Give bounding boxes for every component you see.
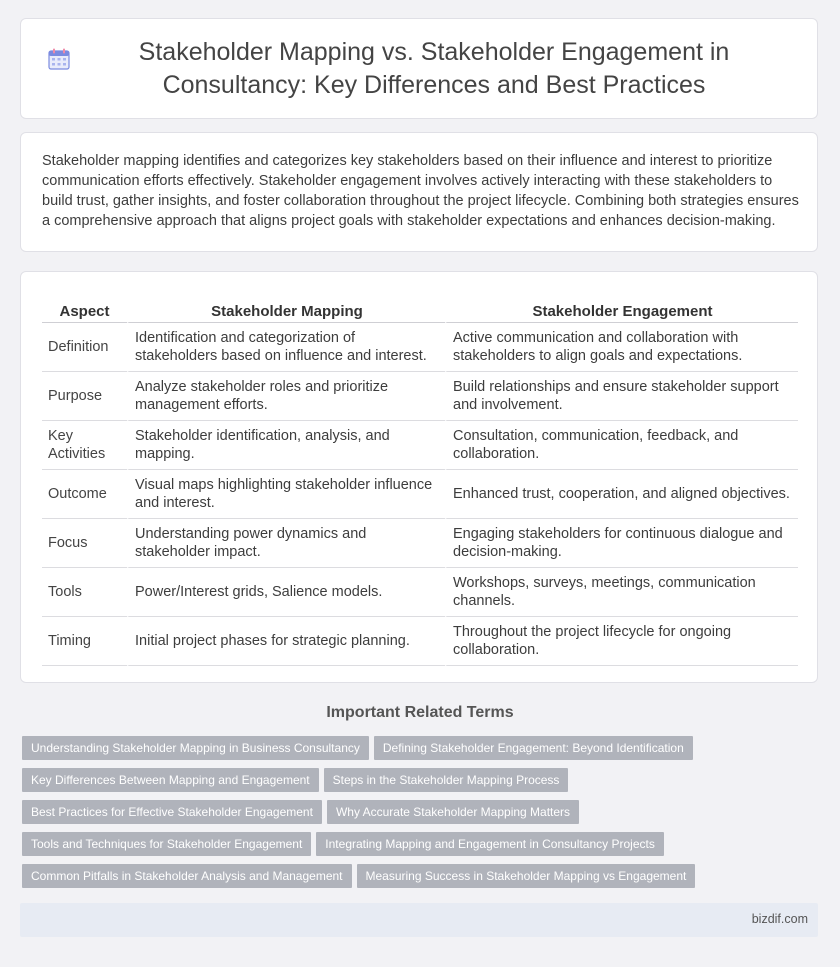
related-term-link[interactable]: Tools and Techniques for Stakeholder Engagement bbox=[22, 832, 311, 856]
tag-row bbox=[22, 832, 722, 864]
tag-row bbox=[22, 736, 722, 768]
header-stakeholder-engagement: Stakeholder Engagement bbox=[445, 293, 798, 323]
table-row bbox=[42, 568, 798, 617]
table-row bbox=[42, 617, 798, 666]
mapping-cell: Power/Interest grids, Salience models. bbox=[127, 568, 445, 617]
related-term-link[interactable]: Defining Stakeholder Engagement: Beyond Identification bbox=[374, 736, 693, 760]
header-aspect: Aspect bbox=[42, 293, 127, 323]
intro-card bbox=[20, 132, 818, 252]
table-row bbox=[42, 470, 798, 519]
table-header-row bbox=[42, 293, 798, 323]
related-terms-list bbox=[22, 736, 722, 896]
table-row bbox=[42, 372, 798, 421]
mapping-cell: Understanding power dynamics and stakeholder impact. bbox=[127, 519, 445, 568]
aspect-cell: Key Activities bbox=[42, 421, 127, 470]
footer-bar bbox=[20, 903, 818, 937]
comparison-table bbox=[42, 293, 798, 666]
page-title: Stakeholder Mapping vs. Stakeholder Engagement in Consultancy: Key Differences and Best Practices bbox=[138, 37, 730, 99]
tag-row bbox=[22, 800, 722, 832]
aspect-cell: Purpose bbox=[42, 372, 127, 421]
engagement-cell: Workshops, surveys, meetings, communication channels. bbox=[445, 568, 798, 617]
engagement-cell: Active communication and collaboration with stakeholders to align goals and expectations. bbox=[445, 323, 798, 372]
related-term-link[interactable]: Steps in the Stakeholder Mapping Process bbox=[324, 768, 569, 792]
footer-site-name: bizdif.com bbox=[751, 912, 808, 926]
related-term-link[interactable]: Integrating Mapping and Engagement in Consultancy Projects bbox=[316, 832, 664, 856]
tag-row bbox=[22, 768, 722, 800]
table-row bbox=[42, 421, 798, 470]
header-stakeholder-mapping: Stakeholder Mapping bbox=[127, 293, 445, 323]
mapping-cell: Stakeholder identification, analysis, and mapping. bbox=[127, 421, 445, 470]
aspect-cell: Tools bbox=[42, 568, 127, 617]
comparison-card bbox=[20, 271, 818, 683]
related-term-link[interactable]: Common Pitfalls in Stakeholder Analysis and Management bbox=[22, 864, 352, 888]
header-card bbox=[20, 18, 818, 119]
tag-row bbox=[22, 864, 722, 896]
aspect-cell: Outcome bbox=[42, 470, 127, 519]
engagement-cell: Build relationships and ensure stakeholder support and involvement. bbox=[445, 372, 798, 421]
related-terms-heading: Important Related Terms bbox=[326, 704, 514, 721]
mapping-cell: Initial project phases for strategic planning. bbox=[127, 617, 445, 666]
related-term-link[interactable]: Best Practices for Effective Stakeholder Engagement bbox=[22, 800, 322, 824]
engagement-cell: Throughout the project lifecycle for ongoing collaboration. bbox=[445, 617, 798, 666]
intro-paragraph: Stakeholder mapping identifies and categorizes key stakeholders based on their influence and interest to prioritize communication efforts effectively. Stakeholder engagement involves actively interacting with these stakeholders to build trust, gather insights, and foster collaboration throughout the project lifecycle. Combining both strategies ensures a comprehensive approach that aligns project goals with stakeholder expectations and enhances decision-making. bbox=[42, 153, 799, 229]
related-term-link[interactable]: Why Accurate Stakeholder Mapping Matters bbox=[327, 800, 579, 824]
mapping-cell: Analyze stakeholder roles and prioritize management efforts. bbox=[127, 372, 445, 421]
engagement-cell: Enhanced trust, cooperation, and aligned objectives. bbox=[445, 470, 798, 519]
aspect-cell: Focus bbox=[42, 519, 127, 568]
aspect-cell: Timing bbox=[42, 617, 127, 666]
engagement-cell: Consultation, communication, feedback, and collaboration. bbox=[445, 421, 798, 470]
table-row bbox=[42, 519, 798, 568]
related-term-link[interactable]: Measuring Success in Stakeholder Mapping vs Engagement bbox=[357, 864, 696, 888]
related-term-link[interactable]: Understanding Stakeholder Mapping in Business Consultancy bbox=[22, 736, 369, 760]
mapping-cell: Visual maps highlighting stakeholder influence and interest. bbox=[127, 470, 445, 519]
related-term-link[interactable]: Key Differences Between Mapping and Engagement bbox=[22, 768, 319, 792]
mapping-cell: Identification and categorization of stakeholders based on influence and interest. bbox=[127, 323, 445, 372]
engagement-cell: Engaging stakeholders for continuous dialogue and decision-making. bbox=[445, 519, 798, 568]
table-row bbox=[42, 323, 798, 372]
aspect-cell: Definition bbox=[42, 323, 127, 372]
